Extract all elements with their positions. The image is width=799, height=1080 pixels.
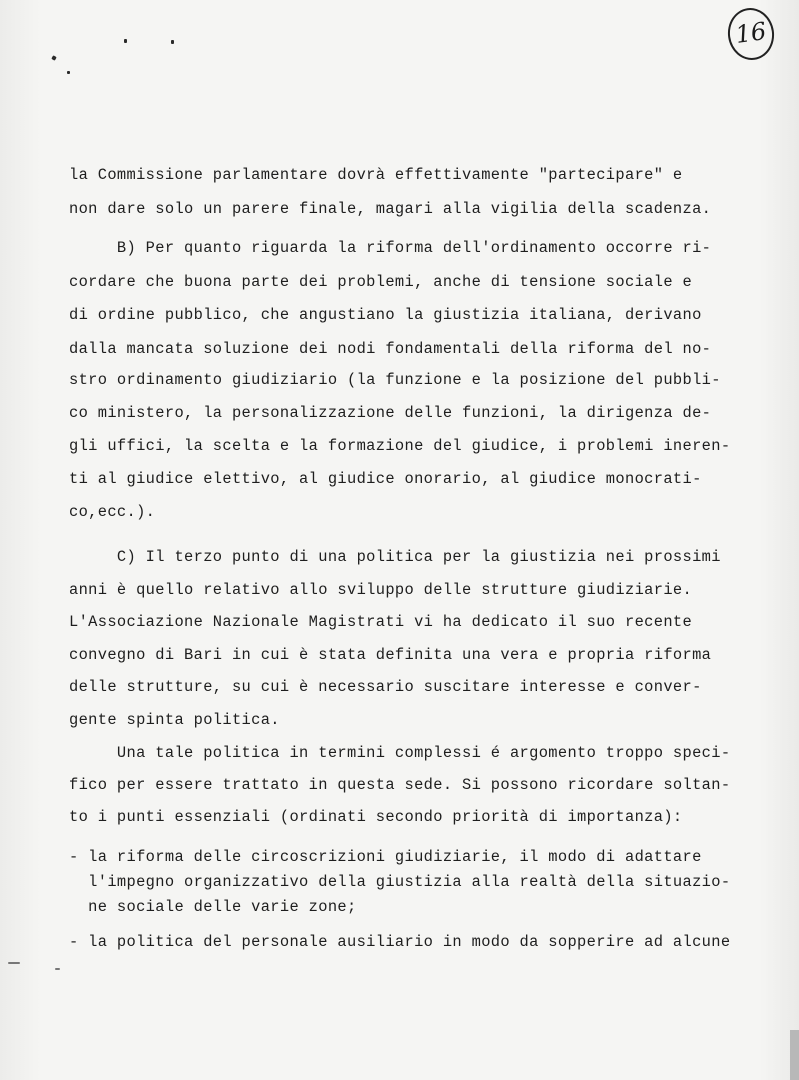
text-line: ne sociale delle varie zone; — [69, 898, 357, 916]
text-line: to i punti essenziali (ordinati secondo priorità di importanza): — [69, 808, 683, 826]
text-line: delle strutture, su cui è necessario suscitare interesse e conver- — [69, 678, 702, 696]
text-line: L'Associazione Nazionale Magistrati vi ha dedicato il suo recente — [69, 613, 693, 631]
text-line: co ministero, la personalizzazione delle funzioni, la dirigenza de- — [69, 404, 712, 422]
text-line: C) Il terzo punto di una politica per la giustizia nei prossimi — [69, 548, 721, 566]
text-line: fico per essere trattato in questa sede. Si possono ricordare soltan- — [69, 776, 731, 794]
text-line: di ordine pubblico, che angustiano la giustizia italiana, derivano — [69, 306, 702, 324]
text-line: - la riforma delle circoscrizioni giudiziarie, il modo di adattare — [69, 848, 702, 866]
text-line: non dare solo un parere finale, magari alla vigilia della scadenza. — [69, 200, 712, 218]
scan-mark — [67, 71, 70, 74]
scan-mark — [8, 962, 20, 964]
text-line: gli uffici, la scelta e la formazione del giudice, i problemi ineren- — [69, 437, 731, 455]
text-line: la Commissione parlamentare dovrà effettivamente "partecipare" e — [69, 166, 683, 184]
text-line: anni è quello relativo allo sviluppo delle strutture giudiziarie. — [69, 581, 693, 599]
text-line: ti al giudice elettivo, al giudice onorario, al giudice monocrati- — [69, 470, 702, 488]
text-line: convegno di Bari in cui è stata definita una vera e propria riforma — [69, 646, 712, 664]
scan-mark — [171, 40, 174, 44]
scan-mark — [55, 968, 60, 970]
text-line: stro ordinamento giudiziario (la funzione e la posizione del pubbli- — [69, 371, 721, 389]
scan-edge — [790, 1030, 799, 1080]
text-line: gente spinta politica. — [69, 711, 280, 729]
text-line: B) Per quanto riguarda la riforma dell'ordinamento occorre ri- — [69, 239, 712, 257]
text-line: cordare che buona parte dei problemi, anche di tensione sociale e — [69, 273, 693, 291]
text-line: co,ecc.). — [69, 503, 156, 521]
text-line: dalla mancata soluzione dei nodi fondamentali della riforma del no- — [69, 340, 712, 358]
scan-mark — [51, 55, 56, 60]
page-number: 16 — [725, 5, 778, 63]
text-line: l'impegno organizzativo della giustizia alla realtà della situazio- — [69, 873, 731, 891]
text-line: Una tale politica in termini complessi é argomento troppo speci- — [69, 744, 731, 762]
text-line: - la politica del personale ausiliario in modo da sopperire ad alcune — [69, 933, 731, 951]
scan-mark — [124, 39, 127, 43]
